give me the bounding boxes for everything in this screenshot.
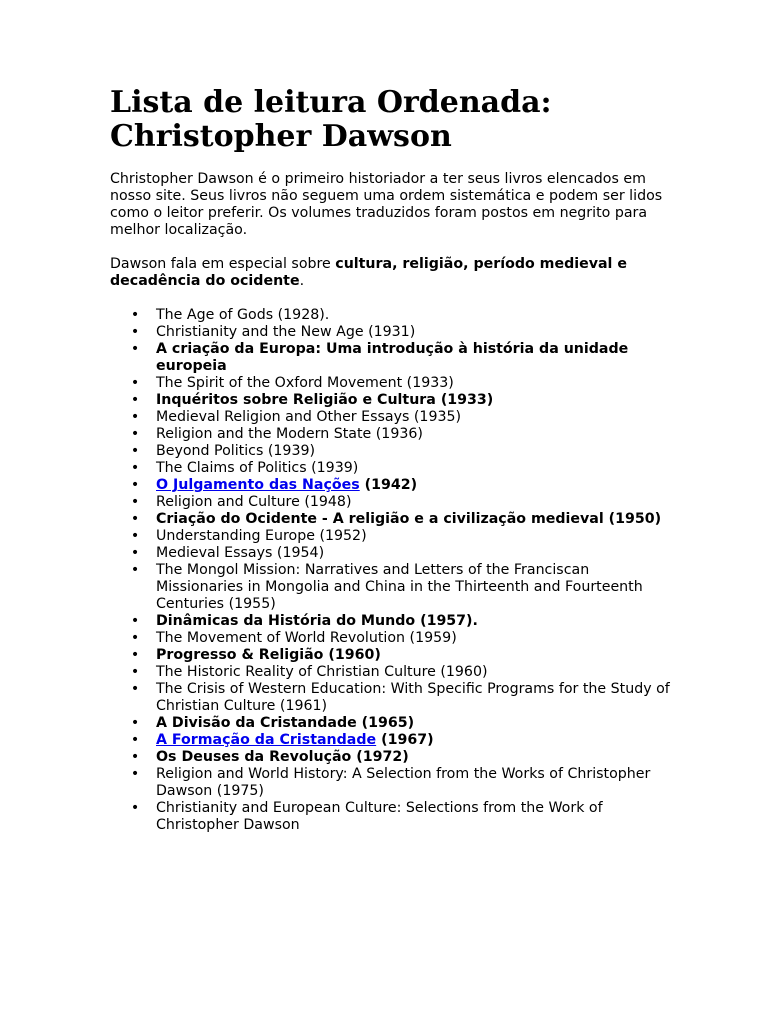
book-title: The Mongol Mission: Narratives and Letters of the Franciscan Missionaries in Mongolia and China in the Thirteenth and Fourteenth Centuries (1955) [156, 562, 643, 612]
book-title: The Claims of Politics (1939) [156, 460, 359, 476]
book-list-item [110, 664, 670, 681]
bullet-icon: • [130, 647, 140, 663]
book-title: The Movement of World Revolution (1959) [156, 630, 457, 646]
book-title: Religion and World History: A Selection from the Works of Christopher Dawson (1975) [156, 766, 651, 799]
book-title: The Crisis of Western Education: With Specific Programs for the Study of Christian Culture (1961) [156, 681, 670, 714]
book-list-item [110, 375, 670, 392]
bullet-icon: • [130, 426, 140, 442]
bullet-icon: • [130, 443, 140, 459]
book-list-item [110, 613, 670, 630]
book-list-item [110, 749, 670, 766]
book-title: Religion and the Modern State (1936) [156, 426, 423, 442]
topics-prefix: Dawson fala em especial sobre [110, 256, 336, 272]
book-title: Christianity and the New Age (1931) [156, 324, 416, 340]
book-list-item [110, 392, 670, 409]
book-list-item[interactable] [110, 477, 670, 494]
book-title: The Age of Gods (1928). [156, 307, 330, 323]
title-line-1: Lista de leitura Ordenada: [110, 85, 552, 120]
book-title: The Historic Reality of Christian Culture (1960) [156, 664, 488, 680]
book-list-item [110, 766, 670, 800]
book-list-item [110, 409, 670, 426]
book-list-item [110, 460, 670, 477]
book-title: Medieval Essays (1954) [156, 545, 325, 561]
document-page [110, 86, 670, 834]
bullet-icon: • [130, 681, 140, 697]
book-list-item [110, 681, 670, 715]
book-list-item [110, 341, 670, 375]
bullet-icon: • [130, 494, 140, 510]
bullet-icon: • [130, 732, 140, 748]
book-title: Medieval Religion and Other Essays (1935) [156, 409, 462, 425]
bullet-icon: • [130, 800, 140, 816]
bullet-icon: • [130, 528, 140, 544]
book-title: Understanding Europe (1952) [156, 528, 367, 544]
bullet-icon: • [130, 511, 140, 527]
bullet-icon: • [130, 324, 140, 340]
bullet-icon: • [130, 341, 140, 357]
book-list-item [110, 545, 670, 562]
book-title: Beyond Politics (1939) [156, 443, 316, 459]
book-list-item [110, 443, 670, 460]
book-list-item[interactable] [110, 732, 670, 749]
topics-suffix: . [299, 273, 305, 289]
bullet-icon: • [130, 545, 140, 561]
book-title: A Divisão da Cristandade (1965) [156, 715, 415, 731]
book-title: Dinâmicas da História do Mundo (1957). [156, 613, 478, 629]
book-list-item [110, 647, 670, 664]
intro-paragraph: Christopher Dawson é o primeiro historiador a ter seus livros elencados em nosso site. Seus livros não seguem uma ordem sistemática e podem ser lidos como o leitor preferir. Os volumes traduzidos foram postos em negrito para melhor localização. [110, 171, 663, 238]
book-title: The Spirit of the Oxford Movement (1933) [156, 375, 454, 391]
page-title [110, 86, 670, 154]
book-title: Progresso & Religião (1960) [156, 647, 381, 663]
book-title: Christianity and European Culture: Selections from the Work of Christopher Dawson [156, 800, 603, 833]
title-line-2: Christopher Dawson [110, 119, 452, 154]
topics-paragraph [110, 256, 670, 290]
bullet-icon: • [130, 375, 140, 391]
book-title-link[interactable]: A Formação da Cristandade [156, 732, 377, 748]
book-list-item [110, 426, 670, 443]
bullet-icon: • [130, 562, 140, 578]
bullet-icon: • [130, 630, 140, 646]
book-list-item [110, 494, 670, 511]
book-list-item [110, 715, 670, 732]
bullet-icon: • [130, 749, 140, 765]
bullet-icon: • [130, 392, 140, 408]
book-title: A criação da Europa: Uma introdução à história da unidade europeia [156, 341, 629, 374]
book-list-item [110, 562, 670, 613]
book-list [110, 307, 670, 834]
bullet-icon: • [130, 613, 140, 629]
book-year: (1967) [376, 732, 434, 748]
book-list-item [110, 800, 670, 834]
bullet-icon: • [130, 766, 140, 782]
book-list-item [110, 528, 670, 545]
bullet-icon: • [130, 664, 140, 680]
bullet-icon: • [130, 477, 140, 493]
book-list-item [110, 324, 670, 341]
bullet-icon: • [130, 715, 140, 731]
bullet-icon: • [130, 460, 140, 476]
book-year: (1942) [359, 477, 418, 493]
book-title-link[interactable]: O Julgamento das Nações [156, 477, 360, 493]
book-list-item [110, 630, 670, 647]
bullet-icon: • [130, 307, 140, 323]
topics-highlight: cultura, religião, período medieval e decadência do ocidente [110, 256, 627, 289]
book-title: Religion and Culture (1948) [156, 494, 352, 510]
bullet-icon: • [130, 409, 140, 425]
book-list-item [110, 511, 670, 528]
book-title: Criação do Ocidente - A religião e a civilização medieval (1950) [156, 511, 662, 527]
book-title: Inquéritos sobre Religião e Cultura (1933) [156, 392, 494, 408]
book-list-item [110, 307, 670, 324]
book-title: Os Deuses da Revolução (1972) [156, 749, 409, 765]
